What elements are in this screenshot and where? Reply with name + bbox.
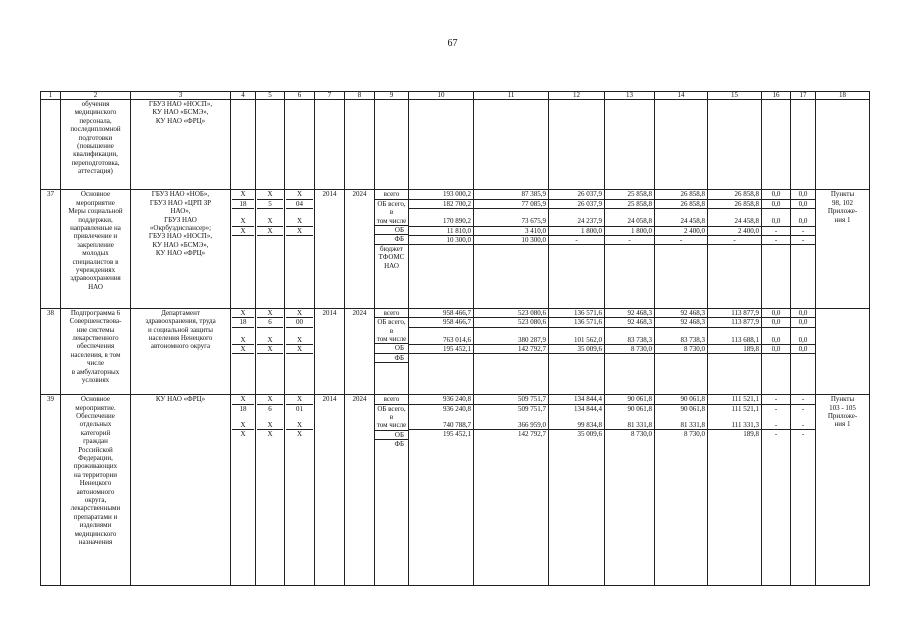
table-cell: 6 xyxy=(257,318,283,327)
executor: Департамент здравоохранения, труда и социальной защиты населения Ненецкого автономного округа xyxy=(131,308,231,394)
col-header: 18 xyxy=(816,92,870,100)
table-cell: 936 240,8 xyxy=(443,404,471,413)
table-cell: 90 061,8 xyxy=(655,395,707,404)
table-cell: X xyxy=(286,226,313,235)
end-year: 2024 xyxy=(345,395,375,586)
table-row xyxy=(41,395,870,586)
table-cell: ОБ xyxy=(375,430,408,439)
table-cell: X xyxy=(232,421,254,430)
table-cell: X xyxy=(257,421,283,430)
table-cell: ОБ всего, в том числе xyxy=(376,404,407,430)
executor: ГБУЗ НАО «НОСП», КУ НАО «БСМЭ», КУ НАО «ФРЦ» xyxy=(131,100,231,190)
table-cell: бюджет ТФОМС НАО xyxy=(378,244,405,270)
table-cell: - xyxy=(774,430,778,439)
table-cell: 25 858,8 xyxy=(605,190,654,199)
table-cell: 134 844,4 xyxy=(549,395,604,404)
col-header: 7 xyxy=(315,92,345,100)
table-cell: - xyxy=(762,395,790,404)
end-year: 2024 xyxy=(345,190,375,308)
table-cell: 195 452,1 xyxy=(409,345,473,354)
table-cell: 380 287,9 xyxy=(474,336,548,345)
end-year: 2024 xyxy=(345,308,375,394)
table-cell: 0,0 xyxy=(762,309,790,318)
note: Пункты 103 - 105 Приложе- ния 1 xyxy=(816,395,870,586)
table-cell: 35 009,6 xyxy=(549,345,604,354)
table-cell: X xyxy=(257,226,283,235)
col-header: 15 xyxy=(708,92,762,100)
table-cell: 182 700,2 xyxy=(409,199,473,208)
col-header: 13 xyxy=(605,92,655,100)
table-cell: X xyxy=(232,217,254,226)
activity-name: Подпрограмма 6 Совершенствова- ние системы лекарственного обеспечения населения, в том числе в амбулаторных условиях xyxy=(61,308,131,394)
table-cell: 195 452,1 xyxy=(443,430,471,439)
table-cell: - xyxy=(655,236,707,245)
activity-name: Основное мероприятие Меры социальной поддержки, направленные на привлечение и закрепление молодых специалистов в учреждениях здравоохранения НАО xyxy=(61,190,131,308)
table-cell: X xyxy=(257,345,283,354)
table-cell: X xyxy=(232,309,254,318)
table-cell: 193 000,2 xyxy=(409,190,473,199)
table-cell: 73 675,9 xyxy=(474,217,548,226)
table-cell: - xyxy=(791,236,815,245)
table-cell: X xyxy=(257,190,283,199)
column-number-row xyxy=(41,92,870,100)
table-cell: 1 800,0 xyxy=(549,226,604,235)
row-number: 38 xyxy=(41,308,61,394)
table-cell: - xyxy=(801,404,805,413)
table-cell: - xyxy=(791,226,815,235)
table-cell: 8 730,0 xyxy=(684,430,705,439)
table-cell: 0,0 xyxy=(791,309,815,318)
table-cell: 92 468,3 xyxy=(605,309,654,318)
table-cell: 24 458,8 xyxy=(655,217,707,226)
table-cell: 24 237,9 xyxy=(549,217,604,226)
table-cell: 81 331,8 xyxy=(655,421,707,430)
table-cell: 142 792,7 xyxy=(518,430,546,439)
table-cell: 366 959,0 xyxy=(474,421,548,430)
table-cell: 0,0 xyxy=(762,336,790,345)
table-cell: 2 400,0 xyxy=(655,226,707,235)
col-header: 2 xyxy=(61,92,131,100)
table-cell: 92 468,3 xyxy=(605,318,654,327)
table-cell: X xyxy=(257,309,283,318)
col-header: 6 xyxy=(285,92,315,100)
table-cell: X xyxy=(232,345,254,354)
table-cell: - xyxy=(791,421,815,430)
table-cell: - xyxy=(708,236,761,245)
table-cell: 0,0 xyxy=(791,217,815,226)
table-cell: 958 466,7 xyxy=(409,318,473,327)
table-cell: 5 xyxy=(257,199,283,208)
table-cell: X xyxy=(257,217,283,226)
note xyxy=(816,308,870,394)
table-cell: 958 466,7 xyxy=(409,309,473,318)
table-cell: - xyxy=(774,404,778,413)
table-cell: - xyxy=(549,236,604,245)
table-cell: 04 xyxy=(286,199,313,208)
row-number: 37 xyxy=(41,190,61,308)
table-cell: 24 458,8 xyxy=(708,217,761,226)
col-header: 1 xyxy=(41,92,61,100)
page-number: 67 xyxy=(447,38,458,49)
table-cell: X xyxy=(286,421,313,430)
table-cell: 0,0 xyxy=(791,190,815,199)
table-cell: 0,0 xyxy=(791,336,815,345)
table-cell: X xyxy=(257,336,283,345)
table-cell: ОБ всего, в том числе xyxy=(376,318,407,344)
col-header: 10 xyxy=(409,92,474,100)
table-cell: 523 080,6 xyxy=(474,309,548,318)
table-cell: 0,0 xyxy=(762,318,790,327)
start-year: 2014 xyxy=(315,395,345,586)
col-header: 12 xyxy=(549,92,605,100)
table-cell: X xyxy=(240,430,246,439)
table-cell: 0,0 xyxy=(762,217,790,226)
col-header: 14 xyxy=(655,92,708,100)
table-cell: 189,8 xyxy=(708,345,761,354)
table-cell: X xyxy=(232,190,254,199)
table-cell: 136 571,6 xyxy=(549,309,604,318)
table-cell: 113 877,9 xyxy=(708,309,761,318)
table-cell: - xyxy=(762,421,790,430)
table-cell: 25 858,8 xyxy=(605,199,654,208)
table-cell: 18 xyxy=(232,318,254,327)
start-year: 2014 xyxy=(315,190,345,308)
note: Пункты 98, 102 Приложе- ния 1 xyxy=(816,190,870,308)
table-cell: 10 300,0 xyxy=(409,236,473,245)
col-header: 16 xyxy=(762,92,791,100)
row-number: 39 xyxy=(41,395,61,586)
table-cell: 81 331,8 xyxy=(605,421,654,430)
table-cell: 90 061,8 xyxy=(627,404,652,413)
table-cell: 523 080,6 xyxy=(474,318,548,327)
table-cell: ФБ xyxy=(375,353,408,362)
table-cell: 26 037,9 xyxy=(549,190,604,199)
table-cell: X xyxy=(267,430,273,439)
col-header: 4 xyxy=(231,92,256,100)
table-cell: 136 571,6 xyxy=(549,318,604,327)
col-header: 9 xyxy=(375,92,409,100)
table-cell: 01 xyxy=(296,404,303,413)
activity-name: обучения медицинского персонала, последипломной подготовки (повышение квалификации, переподготовка, аттестация) xyxy=(61,100,131,190)
table-cell: 509 751,7 xyxy=(474,395,548,404)
table-cell: 0,0 xyxy=(762,345,790,354)
table-cell: всего xyxy=(375,395,408,404)
start-year: 2014 xyxy=(315,308,345,394)
table-cell: 134 844,4 xyxy=(574,404,602,413)
table-cell: 24 058,8 xyxy=(605,217,654,226)
table-cell: 0,0 xyxy=(762,190,790,199)
table-cell: 2 400,0 xyxy=(708,226,761,235)
col-header: 5 xyxy=(256,92,285,100)
table-cell: 8 730,0 xyxy=(631,430,652,439)
table-cell: - xyxy=(605,236,654,245)
table-cell: 26 858,8 xyxy=(655,199,707,208)
table-cell: 1 800,0 xyxy=(605,226,654,235)
table-cell: 18 xyxy=(239,404,247,413)
table-cell: 87 385,9 xyxy=(474,190,548,199)
table-cell: ФБ xyxy=(394,440,404,449)
table-cell: 99 834,8 xyxy=(549,421,604,430)
table-cell: - xyxy=(762,236,790,245)
table-cell: 113 877,9 xyxy=(708,318,761,327)
table-cell: 113 688,1 xyxy=(708,336,761,345)
table-cell: 00 xyxy=(286,318,313,327)
table-cell: 0,0 xyxy=(791,318,815,327)
table-cell: 26 858,8 xyxy=(708,199,761,208)
col-header: 17 xyxy=(791,92,816,100)
table-cell: - xyxy=(762,226,790,235)
table-cell: 26 858,8 xyxy=(655,190,707,199)
table-cell: 18 xyxy=(232,199,254,208)
table-cell: 83 738,3 xyxy=(655,336,707,345)
table-cell: 111 521,1 xyxy=(708,395,761,404)
table-cell: 509 751,7 xyxy=(518,404,546,413)
table-cell: X xyxy=(286,190,313,199)
executor: КУ НАО «ФРЦ» xyxy=(131,395,231,586)
table-cell: 0,0 xyxy=(791,345,815,354)
table-cell: X xyxy=(232,395,254,404)
table-cell: 142 792,7 xyxy=(474,345,548,354)
table-cell: - xyxy=(801,430,805,439)
table-cell: 35 009,6 xyxy=(577,430,602,439)
table-cell: всего xyxy=(375,309,408,318)
table-cell: ОБ всего, в том числе xyxy=(376,199,407,225)
table-cell: 83 738,3 xyxy=(605,336,654,345)
table-cell: 763 014,6 xyxy=(409,336,473,345)
col-header: 11 xyxy=(474,92,549,100)
table-cell: ОБ xyxy=(375,226,408,235)
table-cell: 101 562,0 xyxy=(549,336,604,345)
table-cell: 936 240,8 xyxy=(409,395,473,404)
col-header: 3 xyxy=(131,92,231,100)
table-cell: ОБ xyxy=(375,344,408,353)
table-cell: X xyxy=(257,395,283,404)
table-cell: X xyxy=(286,309,313,318)
col-header: 8 xyxy=(345,92,375,100)
table-cell: X xyxy=(296,430,303,439)
table-cell: X xyxy=(232,226,254,235)
table-cell: - xyxy=(791,395,815,404)
table-cell: 77 085,9 xyxy=(474,199,548,208)
table-cell: 8 730,0 xyxy=(605,345,654,354)
table-cell: 26 858,8 xyxy=(708,190,761,199)
activity-name: Основное мероприятие. Обеспечение отдельных категорий граждан Российской Федерации, проживающих на территории Ненецкого автономного округа, лекарственными препаратами и изделиями медицинского назначения xyxy=(61,395,131,586)
table-cell: 26 037,9 xyxy=(549,199,604,208)
table-cell: 740 788,7 xyxy=(409,421,473,430)
table-cell: 3 410,0 xyxy=(474,226,548,235)
table-cell: 170 890,2 xyxy=(409,217,473,226)
budget-table xyxy=(40,91,870,586)
table-cell: 189,8 xyxy=(743,430,759,439)
table-cell: 111 331,3 xyxy=(708,421,761,430)
table-cell: 92 468,3 xyxy=(655,309,707,318)
table-row xyxy=(41,100,870,190)
table-cell: 11 810,0 xyxy=(409,226,473,235)
table-cell: 6 xyxy=(268,404,272,413)
table-cell: 92 468,3 xyxy=(655,318,707,327)
table-cell: 111 521,1 xyxy=(731,404,759,413)
table-cell: X xyxy=(286,336,313,345)
table-cell: X xyxy=(286,217,313,226)
table-cell: X xyxy=(286,345,313,354)
table-cell: 10 300,0 xyxy=(474,236,548,245)
table-cell: ФБ xyxy=(375,235,408,244)
table-cell: всего xyxy=(375,190,408,199)
executor: ГБУЗ НАО «НОБ», ГБУЗ НАО «ЦРП ЗР НАО», ГБУЗ НАО «Окрбуздиспансер»; ГБУЗ НАО «НОСП», КУ НАО «БСМЭ», КУ НАО «ФРЦ» xyxy=(131,190,231,308)
table-cell: 90 061,8 xyxy=(680,404,705,413)
table-cell: 90 061,8 xyxy=(605,395,654,404)
table-row xyxy=(41,308,870,394)
table-cell: 0,0 xyxy=(791,199,815,208)
table-cell: 8 730,0 xyxy=(655,345,707,354)
table-cell: 0,0 xyxy=(762,199,790,208)
table-cell: X xyxy=(286,395,313,404)
table-row xyxy=(41,190,870,308)
table-cell: X xyxy=(232,336,254,345)
